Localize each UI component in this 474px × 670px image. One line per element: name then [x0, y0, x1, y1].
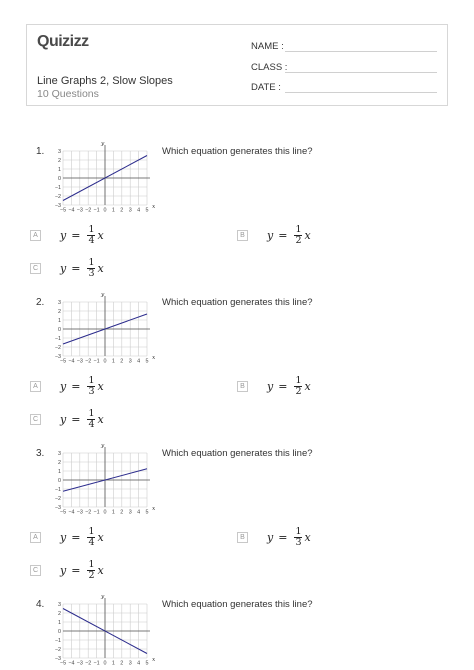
- y-tick-label: −3: [55, 505, 61, 511]
- x-tick-label: 1: [111, 509, 115, 516]
- worksheet-title: Line Graphs 2, Slow Slopes: [37, 75, 173, 87]
- worksheet-header: [26, 24, 448, 106]
- y-tick-label: −2: [55, 345, 61, 351]
- x-tick-label: −1: [93, 358, 100, 365]
- equation-y: y: [60, 412, 67, 426]
- slope-fraction: [87, 409, 95, 430]
- equation-x: x: [304, 379, 311, 393]
- question-text: Which equation generates this line?: [162, 599, 313, 610]
- y-tick-label: 2: [58, 309, 61, 315]
- x-tick-label: −2: [85, 207, 92, 214]
- x-axis-label: x: [152, 506, 155, 512]
- y-tick-label: −1: [55, 638, 61, 644]
- y-tick-label: 0: [58, 327, 61, 333]
- y-tick-label: 3: [58, 149, 61, 155]
- x-tick-label: −3: [76, 207, 83, 214]
- y-tick-label: −2: [55, 496, 61, 502]
- option-letter: C: [30, 565, 41, 576]
- line-graph: [55, 290, 155, 366]
- x-tick-label: −2: [85, 358, 92, 365]
- line-graph: [55, 441, 155, 517]
- slope-fraction: [294, 527, 302, 548]
- equation-y: y: [60, 261, 67, 275]
- option-equation: [60, 560, 104, 581]
- equation-x: x: [304, 228, 311, 242]
- name-field[interactable]: [251, 41, 284, 52]
- option-equation: [267, 225, 311, 246]
- name-line: [285, 51, 437, 52]
- y-tick-label: −3: [55, 203, 61, 209]
- question-text: Which equation generates this line?: [162, 297, 313, 308]
- y-tick-label: 0: [58, 629, 61, 635]
- y-tick-label: −1: [55, 185, 61, 191]
- fraction-numerator: 1: [295, 526, 302, 537]
- x-tick-label: −3: [76, 358, 83, 365]
- x-tick-label: 4: [137, 207, 141, 214]
- y-tick-label: 1: [58, 167, 61, 173]
- class-label: CLASS :: [251, 62, 288, 73]
- equals-sign: =: [278, 379, 288, 393]
- quizizz-logo: Quizizz: [37, 33, 89, 50]
- y-tick-label: −3: [55, 656, 61, 662]
- option-letter: A: [30, 532, 41, 543]
- date-label: DATE :: [251, 82, 281, 93]
- question-number: 4.: [36, 599, 45, 610]
- question-number: 2.: [36, 297, 45, 308]
- x-tick-label: 0: [103, 509, 107, 516]
- x-tick-label: −4: [68, 660, 75, 667]
- y-axis-label: y: [101, 141, 105, 147]
- x-tick-label: 3: [128, 660, 132, 667]
- option-letter: C: [30, 263, 41, 274]
- x-axis-label: x: [152, 657, 155, 663]
- option-equation: [60, 225, 104, 246]
- x-tick-label: 5: [145, 358, 149, 365]
- x-tick-label: 1: [111, 207, 115, 214]
- x-tick-label: 0: [103, 358, 107, 365]
- x-tick-label: −4: [68, 509, 75, 516]
- x-tick-label: −3: [76, 509, 83, 516]
- x-tick-label: 3: [128, 207, 132, 214]
- x-tick-label: 4: [137, 509, 141, 516]
- fraction-denominator: 3: [88, 385, 95, 397]
- equation-y: y: [60, 228, 67, 242]
- y-tick-label: −1: [55, 487, 61, 493]
- question-number: 3.: [36, 448, 45, 459]
- option-letter: B: [237, 381, 248, 392]
- equals-sign: =: [71, 412, 81, 426]
- y-axis-label: y: [101, 443, 105, 449]
- x-tick-label: 3: [128, 509, 132, 516]
- class-line: [285, 72, 437, 73]
- equals-sign: =: [71, 379, 81, 393]
- x-tick-label: −5: [59, 509, 67, 516]
- option-equation: [60, 376, 104, 397]
- y-tick-label: 3: [58, 602, 61, 608]
- equals-sign: =: [71, 563, 81, 577]
- fraction-denominator: 4: [88, 536, 95, 548]
- equals-sign: =: [278, 228, 288, 242]
- question-number: 1.: [36, 146, 45, 157]
- option-equation: [267, 527, 311, 548]
- equation-y: y: [60, 530, 67, 544]
- y-tick-label: 2: [58, 460, 61, 466]
- option-equation: [267, 376, 311, 397]
- x-tick-label: 5: [145, 207, 149, 214]
- x-tick-label: −1: [93, 509, 100, 516]
- x-tick-label: 5: [145, 509, 149, 516]
- x-tick-label: 5: [145, 660, 149, 667]
- equation-x: x: [97, 228, 104, 242]
- y-tick-label: −1: [55, 336, 61, 342]
- equation-x: x: [97, 379, 104, 393]
- y-tick-label: 1: [58, 318, 61, 324]
- y-tick-label: 1: [58, 469, 61, 475]
- x-tick-label: −5: [59, 660, 67, 667]
- fraction-numerator: 1: [88, 257, 95, 268]
- x-tick-label: −1: [93, 207, 100, 214]
- x-tick-label: −5: [59, 207, 67, 214]
- x-tick-label: 2: [120, 509, 124, 516]
- option-letter: A: [30, 230, 41, 241]
- class-field[interactable]: [251, 62, 287, 73]
- equation-x: x: [97, 261, 104, 275]
- option-letter: B: [237, 532, 248, 543]
- equals-sign: =: [71, 530, 81, 544]
- equation-x: x: [97, 412, 104, 426]
- equation-y: y: [267, 228, 274, 242]
- fraction-denominator: 2: [295, 385, 302, 397]
- x-tick-label: −4: [68, 358, 75, 365]
- y-tick-label: 2: [58, 611, 61, 617]
- x-tick-label: 3: [128, 358, 132, 365]
- line-graph: [55, 592, 155, 668]
- y-axis-label: y: [101, 292, 105, 298]
- fraction-numerator: 1: [88, 526, 95, 537]
- x-axis-label: x: [152, 355, 155, 361]
- equation-x: x: [304, 530, 311, 544]
- equation-x: x: [97, 563, 104, 577]
- x-tick-label: 4: [137, 660, 141, 667]
- slope-fraction: [87, 258, 95, 279]
- fraction-numerator: 1: [88, 559, 95, 570]
- y-tick-label: −2: [55, 194, 61, 200]
- x-tick-label: 0: [103, 660, 107, 667]
- x-tick-label: −1: [93, 660, 100, 667]
- fraction-numerator: 1: [295, 375, 302, 386]
- slope-fraction: [87, 560, 95, 581]
- x-tick-label: −3: [76, 660, 83, 667]
- equation-y: y: [267, 530, 274, 544]
- x-tick-label: 1: [111, 358, 115, 365]
- x-tick-label: 4: [137, 358, 141, 365]
- fraction-numerator: 1: [88, 408, 95, 419]
- slope-fraction: [294, 376, 302, 397]
- option-equation: [60, 527, 104, 548]
- y-tick-label: 3: [58, 451, 61, 457]
- fraction-numerator: 1: [295, 224, 302, 235]
- y-tick-label: 3: [58, 300, 61, 306]
- x-tick-label: −2: [85, 509, 92, 516]
- y-tick-label: 0: [58, 176, 61, 182]
- slope-fraction: [294, 225, 302, 246]
- x-tick-label: 2: [120, 207, 124, 214]
- fraction-numerator: 1: [88, 224, 95, 235]
- x-tick-label: −5: [59, 358, 67, 365]
- option-equation: [60, 409, 104, 430]
- question-text: Which equation generates this line?: [162, 448, 313, 459]
- question-text: Which equation generates this line?: [162, 146, 313, 157]
- option-letter: B: [237, 230, 248, 241]
- y-tick-label: −3: [55, 354, 61, 360]
- fraction-denominator: 2: [88, 569, 95, 581]
- equals-sign: =: [71, 228, 81, 242]
- y-tick-label: 2: [58, 158, 61, 164]
- slope-fraction: [87, 527, 95, 548]
- fraction-denominator: 3: [88, 267, 95, 279]
- fraction-denominator: 4: [88, 418, 95, 430]
- option-letter: A: [30, 381, 41, 392]
- date-line: [285, 92, 437, 93]
- line-graph: [55, 139, 155, 215]
- fraction-numerator: 1: [88, 375, 95, 386]
- equals-sign: =: [278, 530, 288, 544]
- equation-y: y: [267, 379, 274, 393]
- fraction-denominator: 3: [295, 536, 302, 548]
- y-tick-label: 1: [58, 620, 61, 626]
- y-tick-label: −2: [55, 647, 61, 653]
- fraction-denominator: 2: [295, 234, 302, 246]
- x-tick-label: −2: [85, 660, 92, 667]
- y-tick-label: 0: [58, 478, 61, 484]
- x-tick-label: −4: [68, 207, 75, 214]
- option-equation: [60, 258, 104, 279]
- question-count: 10 Questions: [37, 88, 99, 100]
- equals-sign: =: [71, 261, 81, 275]
- date-field[interactable]: [251, 82, 281, 93]
- y-axis-label: y: [101, 594, 105, 600]
- x-tick-label: 2: [120, 358, 124, 365]
- name-label: NAME :: [251, 41, 284, 52]
- x-axis-label: x: [152, 204, 155, 210]
- option-letter: C: [30, 414, 41, 425]
- x-tick-label: 2: [120, 660, 124, 667]
- equation-x: x: [97, 530, 104, 544]
- fraction-denominator: 4: [88, 234, 95, 246]
- slope-fraction: [87, 376, 95, 397]
- x-tick-label: 1: [111, 660, 115, 667]
- x-tick-label: 0: [103, 207, 107, 214]
- equation-y: y: [60, 563, 67, 577]
- slope-fraction: [87, 225, 95, 246]
- equation-y: y: [60, 379, 67, 393]
